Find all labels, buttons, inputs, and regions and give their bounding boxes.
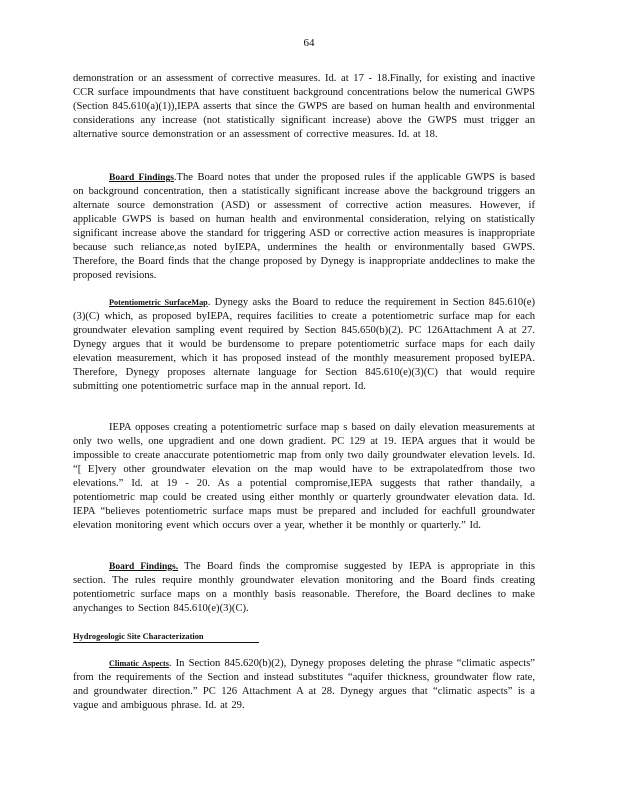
paragraph-text: IEPA opposes creating a potentiometric surface map s based on daily elevation measurements at only two wells, one upgradient and one down gradient. PC 129 at 19. IEPA argues that it would be impossible to create anaccurate potentiometric map from only two daily groundwater elevation levels. Id. “[ E]very other groundwater elevation on the map would have to be extrapolatedfrom those two elevations.” Id. at 19 - 20. As a potential compromise,IEPA suggests that rather thandaily, a potentiometric map could be created using either monthly or quarterly groundwater elevation data. Id. IEPA “believes potentiometric surface maps must be prepared and included for eachfull groundwater elevation monitoring event which occurs over a year, whether it be monthly or quarterly.” Id. xyxy=(73,422,535,531)
paragraph-body xyxy=(73,171,535,283)
board-findings-heading: Board Findings xyxy=(109,173,174,183)
board-findings-heading: Board Findings. xyxy=(109,562,179,572)
paragraph-text: . Dynegy asks the Board to reduce the requirement in Section 845.610(e)(3)(C) which, as proposed byIEPA, requires facilities to create a potentiometric surface map for each groundwater elevation sampling event required by Section 845.650(b)(2). PC 126Attachment A at 27. Dynegy argues that it would be burdensome to prepare potentiometric surface maps for each daily elevation measurement, which it has proposed instead of the monthly measurement proposed byIEPA. Therefore, Dynegy proposes alternate language for Section 845.610(e)(3)(C) that would require submitting one potentiometric surface map in the annual report. Id. xyxy=(73,297,535,392)
paragraph-5 xyxy=(73,560,535,616)
paragraph-body xyxy=(73,657,535,713)
paragraph-4 xyxy=(73,421,535,533)
paragraph-text: . In Section 845.620(b)(2), Dynegy proposes deleting the phrase “climatic aspects” from the requirements of the Section and instead substitutes “aquifer thickness, groundwater flow rate, and groundwater direction.” PC 126 Attachment A at 28. Dynegy argues that “climatic aspects” is a vague and ambiguous phrase. Id. at 29. xyxy=(73,658,535,711)
paragraph-2 xyxy=(73,171,535,283)
page-number: 64 xyxy=(303,37,315,49)
paragraph-text: The Board finds the compromise suggested by IEPA is appropriate in this section. The rules require monthly groundwater elevation monitoring and the Board finds creating potentiometric surface maps on a monthly basis reasonable. Therefore, the Board declines to make anychanges to Section 845.610(e)(3)(C). xyxy=(73,561,535,614)
paragraph-3 xyxy=(73,296,535,394)
section-heading-block xyxy=(73,630,535,644)
paragraph-6 xyxy=(73,657,535,713)
paragraph-body xyxy=(73,560,535,616)
paragraph-text: .The Board notes that under the proposed rules if the applicable GWPS is based on background concentration, then a statistically significant increase above the background triggers an alternate source demonstration (ASD) or assessment of corrective action measures. However, if applicable GWPS is based on human health and environmental consideration, relying on statistically significant increase above the standard for triggering ASD or corrective action measures is inappropriate because such reliance,as noted byIEPA, undermines the health or environmentally based GWPS. Therefore, the Board finds that the change proposed by Dynegy is inappropriate anddeclines to make the proposed revisions. xyxy=(73,172,535,281)
climatic-aspects-heading: Climatic Aspects xyxy=(109,659,169,668)
paragraph-1 xyxy=(73,72,535,142)
potentiometric-heading: Potentiometric SurfaceMap xyxy=(109,298,208,307)
paragraph-body xyxy=(73,296,535,394)
section-heading: Hydrogeologic Site Characterization xyxy=(73,631,259,643)
paragraph-text: demonstration or an assessment of corrective measures. Id. at 17 - 18.Finally, for existing and inactive CCR surface impoundments that have constituent background concentrations below the numerical GWPS (Section 845.610(a)(1)),IEPA asserts that since the GWPS are based on human health and environmental considerations any increase (not statistically significant increase) above the GWPS must trigger an alternative source demonstration or an assessment of corrective measures. Id. at 18. xyxy=(73,73,535,140)
